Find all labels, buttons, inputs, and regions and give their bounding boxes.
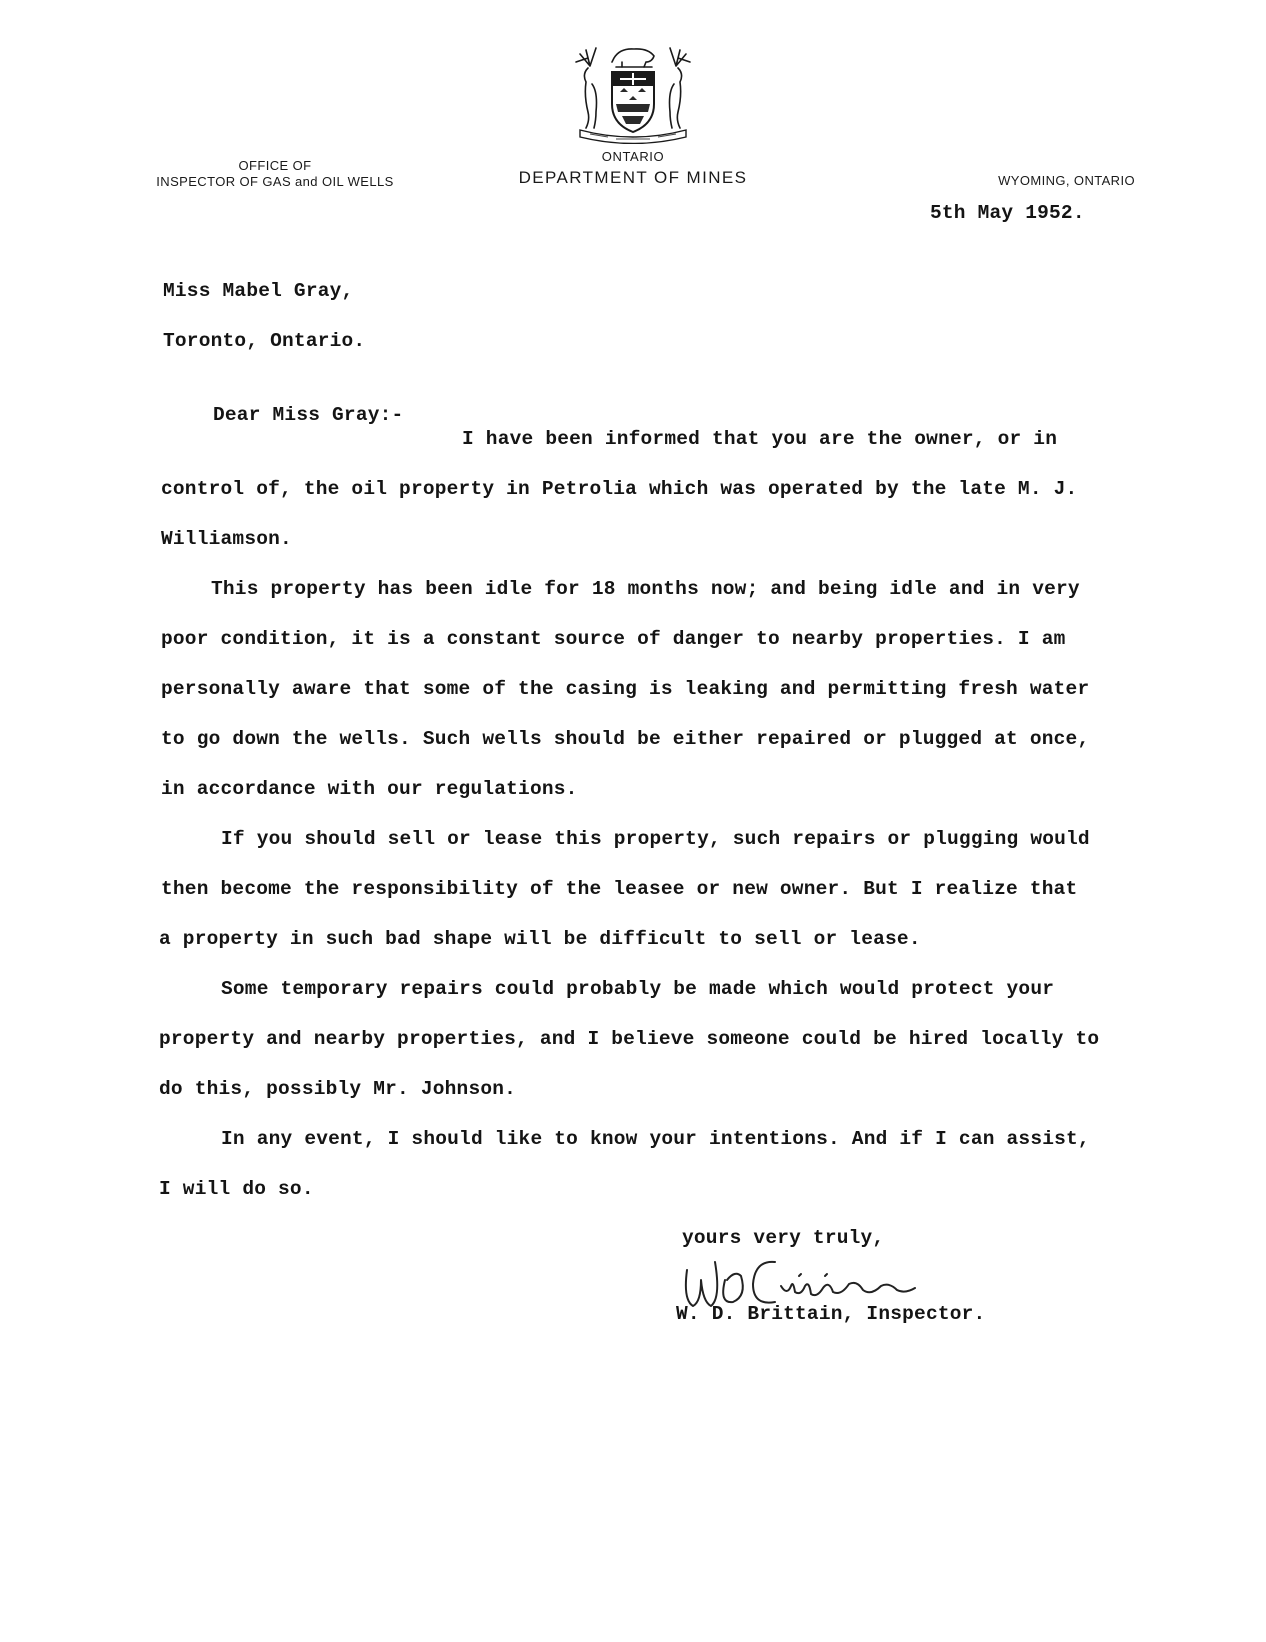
office-line-2: INSPECTOR OF GAS and OIL WELLS [156,174,394,189]
office-heading [140,158,410,190]
paragraph-2-line: poor condition, it is a constant source of danger to nearby properties. I am [161,628,1066,650]
paragraph-4-line: property and nearby properties, and I believe someone could be hired locally to [159,1028,1100,1050]
paragraph-3-line: a property in such bad shape will be difficult to sell or lease. [159,928,921,950]
closing: yours very truly, [682,1227,885,1249]
signer-name: W. D. Brittain, Inspector. [676,1303,986,1325]
office-line-1: OFFICE OF [238,158,312,173]
paragraph-1-line: Williamson. [161,528,292,550]
paragraph-1-line: I have been informed that you are the owner, or in [462,428,1058,450]
paragraph-2-line: This property has been idle for 18 months now; and being idle and in very [211,578,1080,600]
paragraph-4-line: do this, possibly Mr. Johnson. [159,1078,517,1100]
province-label: ONTARIO [601,149,665,164]
paragraph-5-line: In any event, I should like to know your intentions. And if I can assist, [221,1128,1090,1150]
paragraph-3-line: then become the responsibility of the leasee or new owner. But I realize that [161,878,1078,900]
paragraph-2-line: in accordance with our regulations. [161,778,578,800]
ontario-coat-of-arms-icon [568,40,698,144]
letter-date: 5th May 1952. [930,202,1085,224]
paragraph-5-line: I will do so. [159,1178,314,1200]
paragraph-2-line: personally aware that some of the casing is leaking and permitting fresh water [161,678,1090,700]
salutation: Dear Miss Gray:- [213,404,404,426]
location-label: WYOMING, ONTARIO [998,173,1135,188]
recipient-name: Miss Mabel Gray, [163,280,354,302]
paragraph-2-line: to go down the wells. Such wells should be either repaired or plugged at once, [161,728,1090,750]
paragraph-1-line: control of, the oil property in Petrolia which was operated by the late M. J. [161,478,1078,500]
paragraph-4-line: Some temporary repairs could probably be made which would protect your [221,978,1055,1000]
recipient-city: Toronto, Ontario. [163,330,366,352]
department-title: DEPARTMENT OF MINES [518,168,748,187]
paragraph-3-line: If you should sell or lease this property, such repairs or plugging would [221,828,1090,850]
